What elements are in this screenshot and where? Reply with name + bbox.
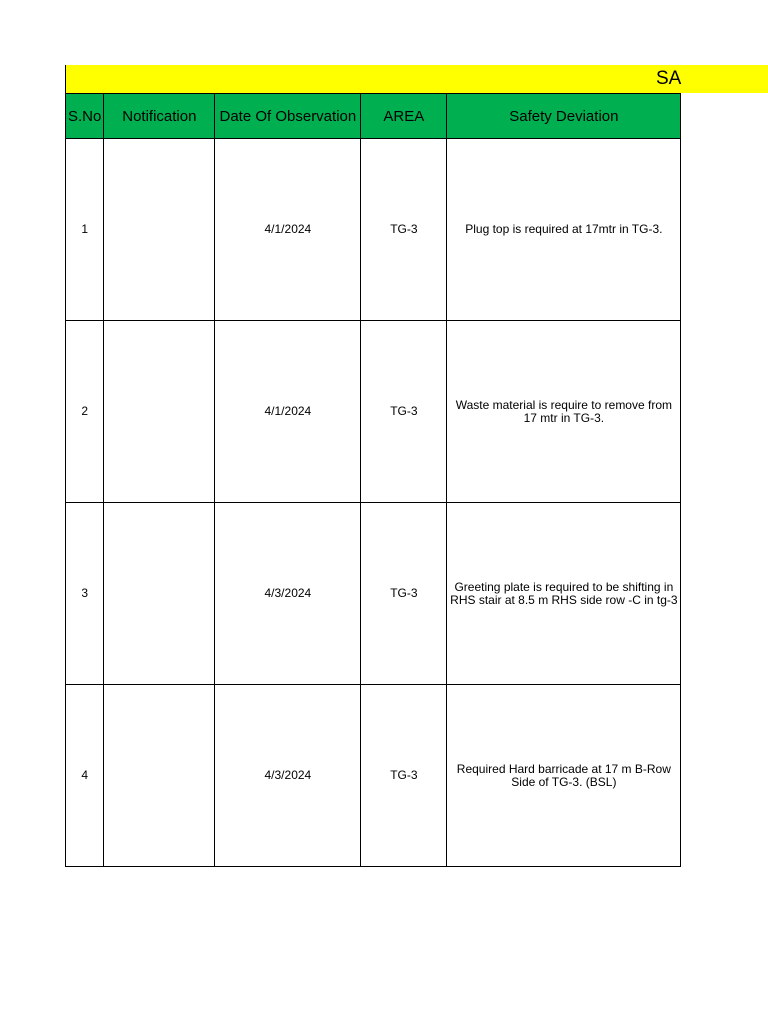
cell-date: 4/1/2024 bbox=[215, 139, 361, 321]
header-notification: Notification bbox=[104, 94, 215, 139]
cell-area: TG-3 bbox=[361, 139, 447, 321]
cell-notification bbox=[104, 321, 215, 503]
header-date-of-observation: Date Of Observation bbox=[215, 94, 361, 139]
table-row bbox=[66, 503, 681, 685]
table-row bbox=[66, 321, 681, 503]
cell-safety-deviation: Required Hard barricade at 17 m B-Row Side of TG-3. (BSL) bbox=[447, 685, 681, 867]
cell-safety-deviation: Greeting plate is required to be shifting in RHS stair at 8.5 m RHS side row -C in tg-3 bbox=[447, 503, 681, 685]
table-row bbox=[66, 685, 681, 867]
cell-area: TG-3 bbox=[361, 685, 447, 867]
header-safety-deviation: Safety Deviation bbox=[447, 94, 681, 139]
safety-deviation-table bbox=[65, 93, 681, 867]
header-row bbox=[66, 94, 681, 139]
cell-notification bbox=[104, 139, 215, 321]
cell-area: TG-3 bbox=[361, 503, 447, 685]
cell-sno: 3 bbox=[66, 503, 104, 685]
sheet-title-bar bbox=[65, 65, 768, 93]
header-sno: S.No bbox=[66, 94, 104, 139]
sheet-title: SA bbox=[656, 68, 682, 89]
cell-safety-deviation: Waste material is require to remove from 17 mtr in TG-3. bbox=[447, 321, 681, 503]
cell-sno: 1 bbox=[66, 139, 104, 321]
cell-notification bbox=[104, 685, 215, 867]
cell-notification bbox=[104, 503, 215, 685]
cell-sno: 4 bbox=[66, 685, 104, 867]
cell-date: 4/3/2024 bbox=[215, 685, 361, 867]
cell-sno: 2 bbox=[66, 321, 104, 503]
cell-date: 4/1/2024 bbox=[215, 321, 361, 503]
table-row bbox=[66, 139, 681, 321]
cell-area: TG-3 bbox=[361, 321, 447, 503]
cell-safety-deviation: Plug top is required at 17mtr in TG-3. bbox=[447, 139, 681, 321]
cell-date: 4/3/2024 bbox=[215, 503, 361, 685]
header-area: AREA bbox=[361, 94, 447, 139]
